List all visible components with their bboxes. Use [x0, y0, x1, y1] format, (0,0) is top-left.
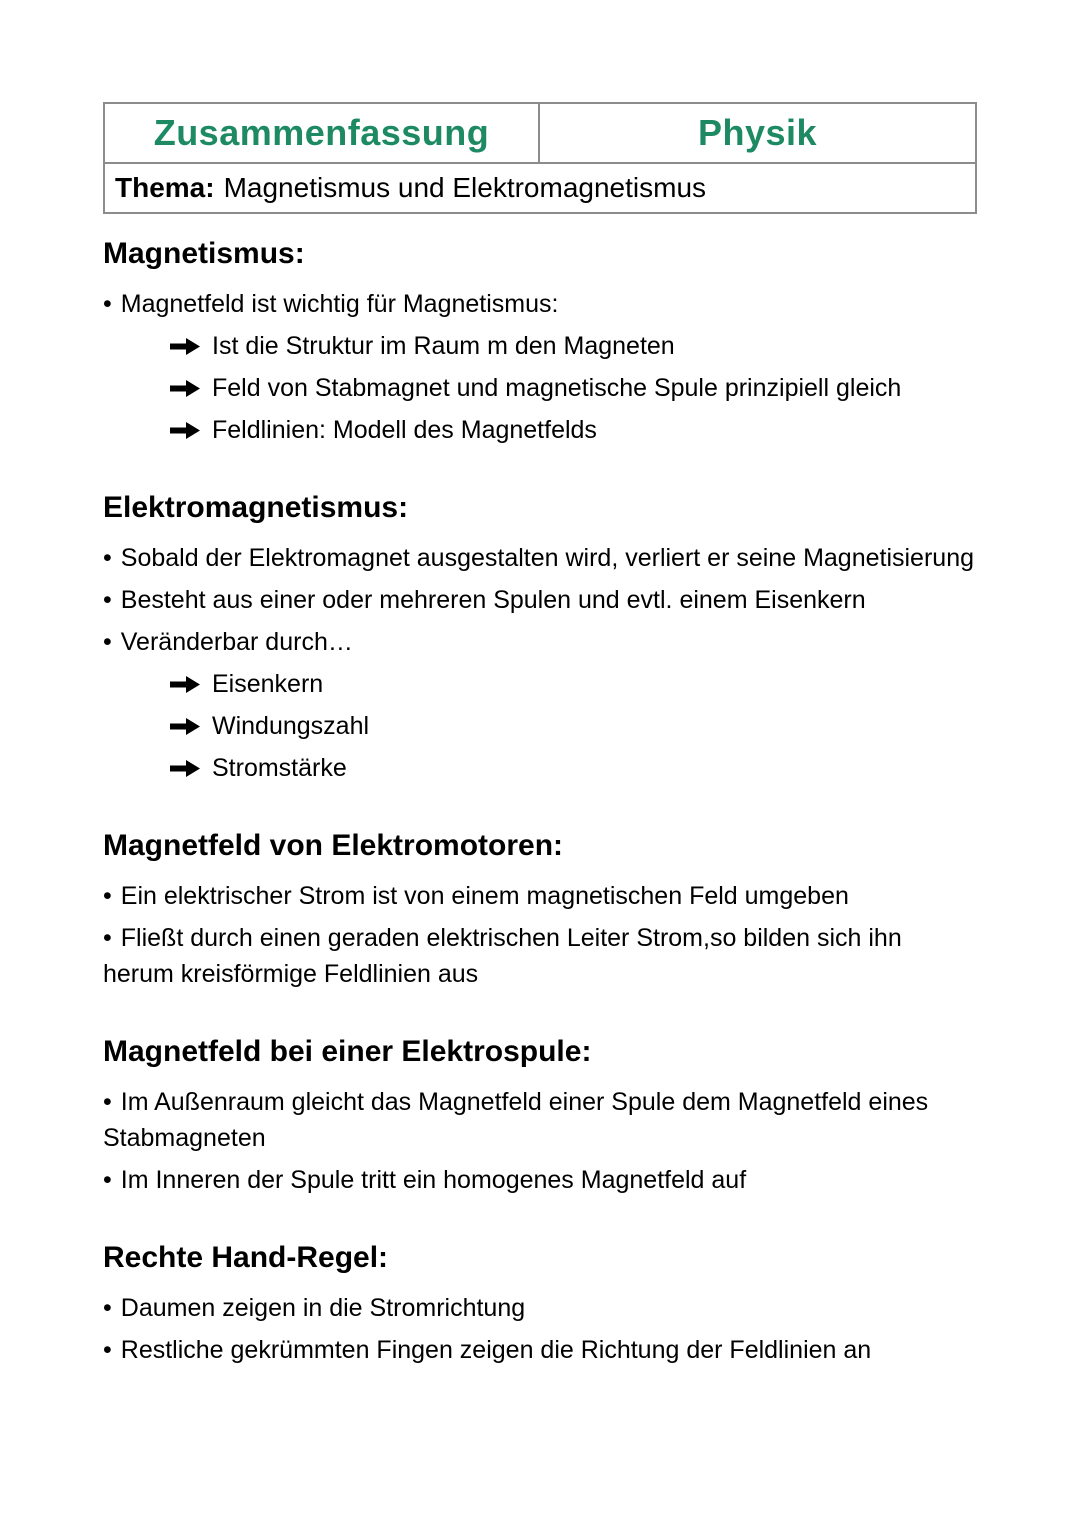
- right-arrow-icon: [170, 422, 200, 439]
- section: [103, 1034, 977, 1198]
- arrow-item: [103, 370, 977, 406]
- item-text: Fließt durch einen geraden elektrischen Leiter Strom,so bilden sich ihn herum kreisförmige Feldlinien aus: [103, 924, 902, 988]
- item-text: Veränderbar durch…: [120, 628, 353, 656]
- item-text: Im Inneren der Spule tritt ein homogenes Magnetfeld auf: [120, 1166, 747, 1194]
- thema-text: Magnetismus und Elektromagnetismus: [223, 172, 707, 203]
- item-text: Windungszahl: [212, 712, 370, 740]
- right-arrow-icon: [170, 380, 200, 397]
- bullet-icon: •: [103, 1294, 112, 1322]
- bullet-icon: •: [103, 628, 112, 656]
- header-title-row: [105, 104, 975, 164]
- item-text: Besteht aus einer oder mehreren Spulen und evtl. einem Eisenkern: [120, 586, 866, 614]
- bullet-icon: •: [103, 290, 112, 318]
- right-arrow-icon: [170, 338, 200, 355]
- section-heading: Magnetismus:: [103, 237, 305, 270]
- item-text: Feldlinien: Modell des Magnetfelds: [212, 416, 597, 444]
- bullet-item: [103, 878, 977, 914]
- bullet-item: [103, 624, 977, 660]
- section: [103, 828, 977, 992]
- bullet-item: [103, 540, 977, 576]
- bullet-item: [103, 920, 977, 992]
- bullet-item: [103, 1162, 977, 1198]
- bullet-icon: •: [103, 882, 112, 910]
- arrow-item: [103, 328, 977, 364]
- item-text: Restliche gekrümmten Fingen zeigen die Richtung der Feldlinien an: [120, 1336, 872, 1364]
- section-heading: Elektromagnetismus:: [103, 491, 409, 524]
- bullet-item: [103, 1084, 977, 1156]
- item-text: Daumen zeigen in die Stromrichtung: [120, 1294, 526, 1322]
- item-text: Ein elektrischer Strom ist von einem magnetischen Feld umgeben: [120, 882, 849, 910]
- bullet-item: [103, 286, 977, 322]
- section: [103, 236, 977, 448]
- bullet-item: [103, 582, 977, 618]
- item-text: Sobald der Elektromagnet ausgestalten wird, verliert er seine Magnetisierung: [120, 544, 975, 572]
- section-heading: Rechte Hand-Regel:: [103, 1241, 389, 1274]
- header-table: [103, 102, 977, 214]
- bullet-icon: •: [103, 586, 112, 614]
- arrow-item: [103, 412, 977, 448]
- right-arrow-icon: [170, 760, 200, 777]
- right-arrow-icon: [170, 718, 200, 735]
- section: [103, 1240, 977, 1368]
- bullet-icon: •: [103, 544, 112, 572]
- bullet-icon: •: [103, 1336, 112, 1364]
- item-text: Eisenkern: [212, 670, 324, 698]
- bullet-icon: •: [103, 924, 112, 952]
- thema-row: [105, 164, 975, 212]
- item-text: Im Außenraum gleicht das Magnetfeld einer Spule dem Magnetfeld eines Stabmagneten: [103, 1088, 929, 1152]
- section-heading: Magnetfeld von Elektromotoren:: [103, 829, 564, 862]
- section-heading: Magnetfeld bei einer Elektrospule:: [103, 1035, 592, 1068]
- item-text: Stromstärke: [212, 754, 347, 782]
- section: [103, 490, 977, 786]
- arrow-item: [103, 750, 977, 786]
- item-text: Feld von Stabmagnet und magnetische Spule prinzipiell gleich: [212, 374, 902, 402]
- item-text: Ist die Struktur im Raum m den Magneten: [212, 332, 675, 360]
- notes-content: [103, 236, 977, 1374]
- bullet-item: [103, 1332, 977, 1368]
- arrow-item: [103, 666, 977, 702]
- bullet-icon: •: [103, 1166, 112, 1194]
- bullet-item: [103, 1290, 977, 1326]
- arrow-item: [103, 708, 977, 744]
- right-arrow-icon: [170, 676, 200, 693]
- summary-title: Zusammenfassung: [105, 104, 540, 162]
- subject-title: Physik: [697, 112, 818, 153]
- item-text: Magnetfeld ist wichtig für Magnetismus:: [120, 290, 559, 318]
- bullet-icon: •: [103, 1088, 112, 1116]
- thema-label: Thema:: [115, 172, 215, 203]
